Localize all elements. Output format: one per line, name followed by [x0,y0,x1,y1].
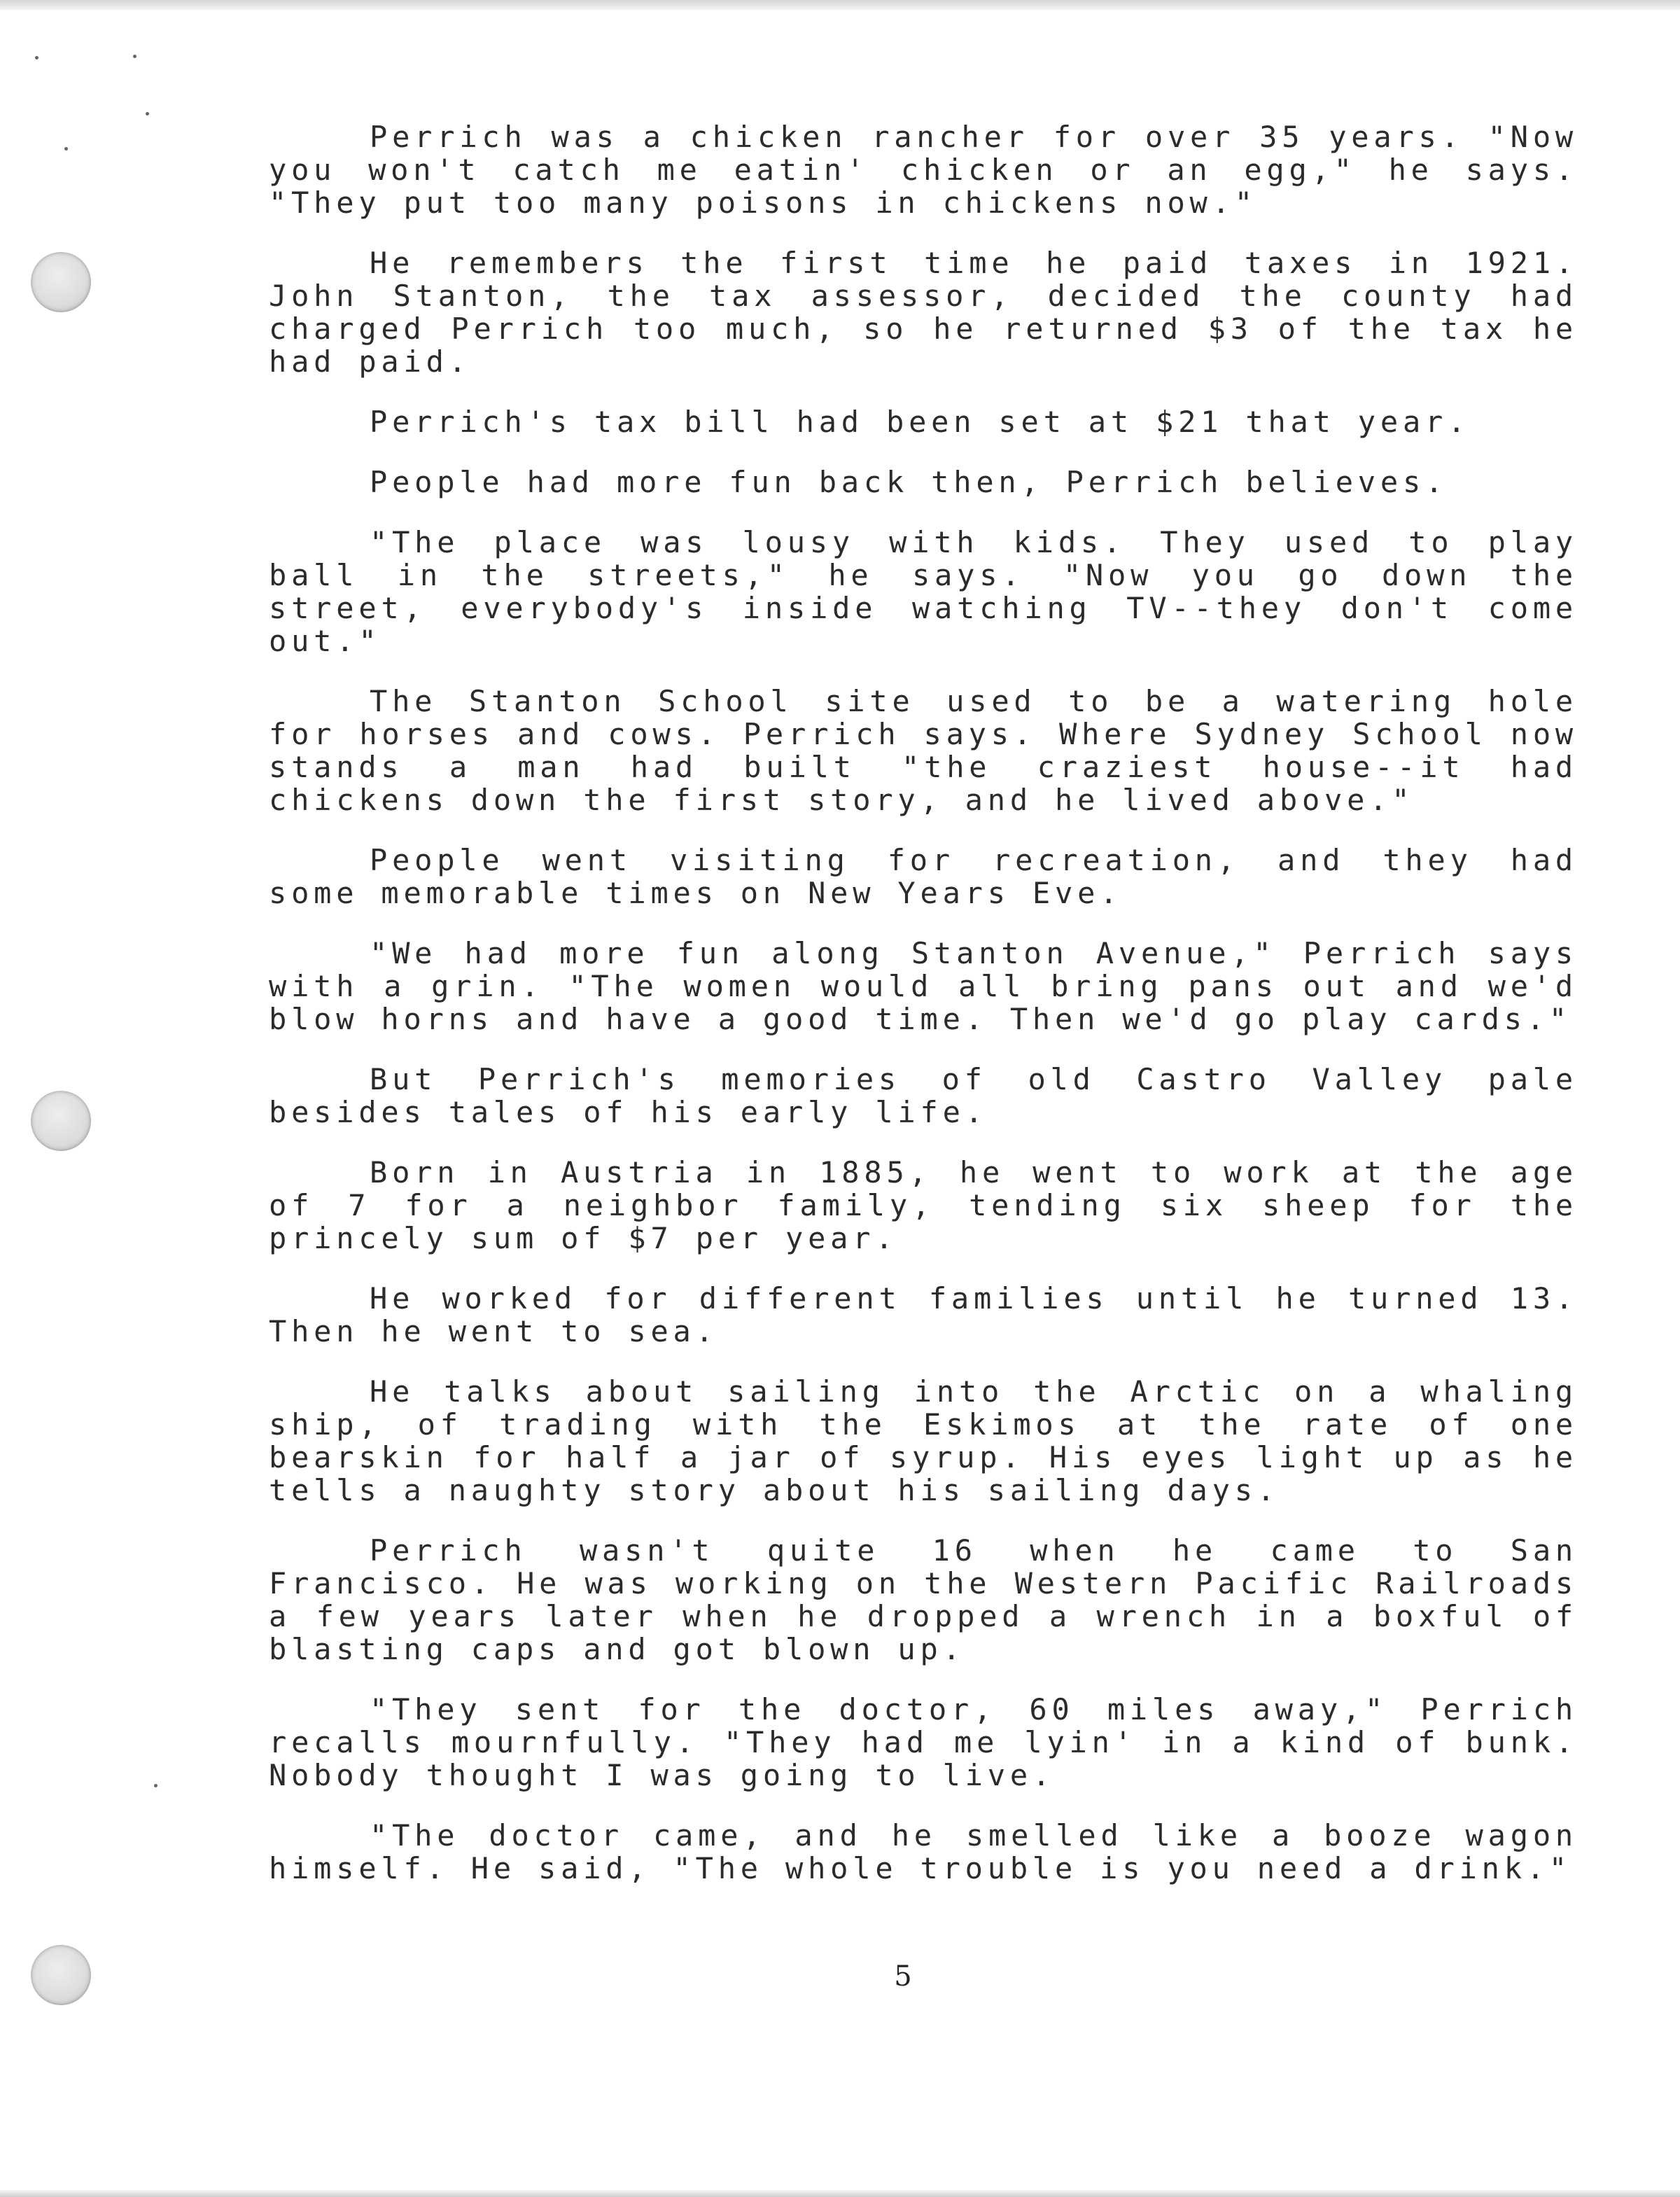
paragraph: Born in Austria in 1885, he went to work at the age of 7 for a neighbor family, tending six sheep for the princely sum of $7 per year. [269,1155,1578,1255]
scan-speck [146,112,149,116]
paragraph: "We had more fun along Stanton Avenue," Perrich says with a grin. "The women would all bring pans out and we'd blow horns and have a good time. Then we'd go play cards." [269,936,1578,1036]
paragraph: "The doctor came, and he smelled like a booze wagon himself. He said, "The whole trouble is you need a drink." [269,1818,1578,1885]
page-bottom-edge [0,2190,1680,2197]
paragraph: He talks about sailing into the Arctic on a whaling ship, of trading with the Eskimos at the rate of one bearskin for half a jar of syrup. His eyes light up as he tells a naughty story about his sailing days. [269,1374,1578,1507]
paragraph: Perrich wasn't quite 16 when he came to San Francisco. He was working on the Western Pacific Railroads a few years later when he dropped a wrench in a boxful of blasting caps and got blown up. [269,1533,1578,1666]
paragraph: "The place was lousy with kids. They used to play ball in the streets," he says. "Now you go down the street, everybody's inside watching TV--they don't come out." [269,525,1578,658]
punch-hole-middle [31,1091,91,1151]
punch-hole-bottom [31,1945,91,2005]
paragraph: But Perrich's memories of old Castro Valley pale besides tales of his early life. [269,1062,1578,1129]
punch-hole-top [31,252,91,312]
page-top-edge [0,0,1680,10]
paragraph: People went visiting for recreation, and they had some memorable times on New Years Eve. [269,843,1578,910]
paragraph: He worked for different families until he turned 13. Then he went to sea. [269,1281,1578,1348]
paragraph: Perrich's tax bill had been set at $21 that year. [370,405,1471,439]
scan-speck [154,1784,158,1787]
scan-speck [35,56,38,60]
paragraph: He remembers the first time he paid taxes in 1921. John Stanton, the tax assessor, decided the county had charged Perrich too much, so he returned $3 of the tax he had paid. [269,246,1578,379]
paragraph: The Stanton School site used to be a watering hole for horses and cows. Perrich says. Where Sydney School now stands a man had built "the craziest house--it had chickens down the first story, and he lived above." [269,684,1578,817]
paragraph: Perrich was a chicken rancher for over 35 years. "Now you won't catch me eatin' chicken or an egg," he says. "They put too many poisons in chickens now." [269,120,1578,220]
page-number: 5 [894,1960,912,1993]
paragraph: "They sent for the doctor, 60 miles away," Perrich recalls mournfully. "They had me lyin' in a kind of bunk. Nobody thought I was going to live. [269,1692,1578,1792]
article-body [269,120,1578,1912]
paragraph: People had more fun back then, Perrich believes. [370,465,1448,499]
scan-speck [64,147,68,151]
scan-speck [133,55,136,58]
